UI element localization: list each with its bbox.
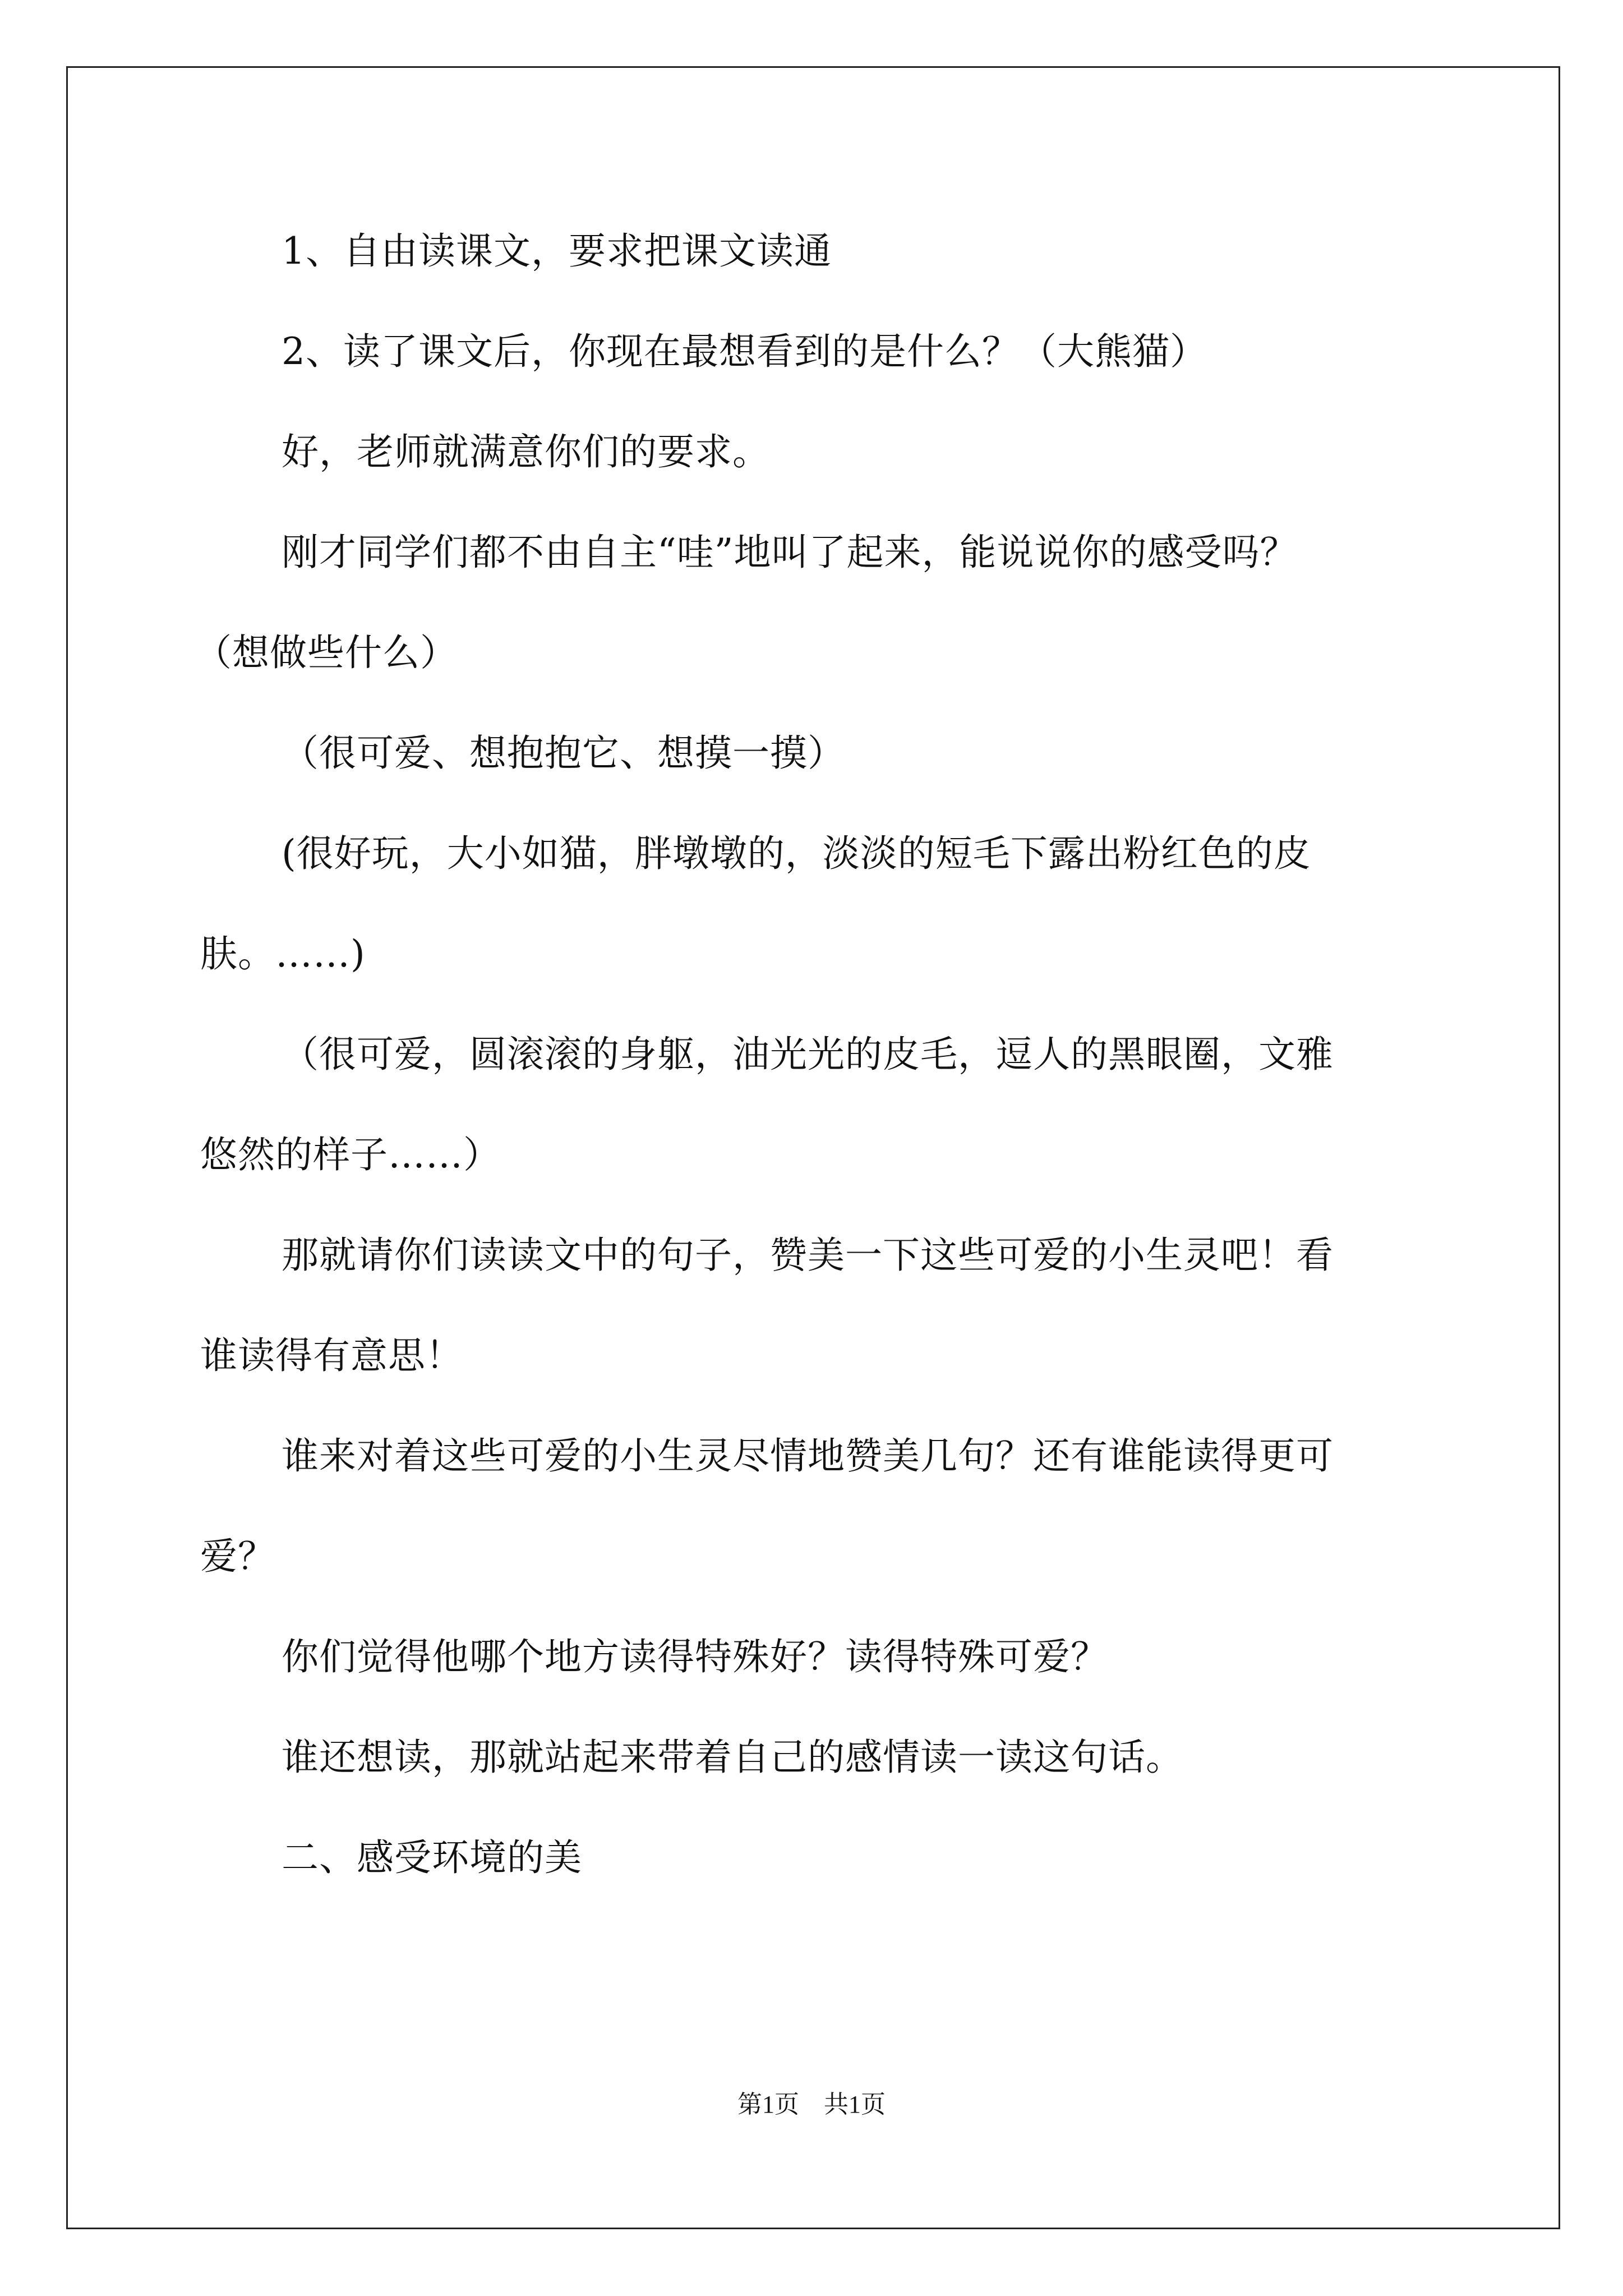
paragraph-line: 2、读了课文后，你现在最想看到的是什么？（大熊猫） xyxy=(282,330,1207,373)
paragraph-line: 谁还想读，那就站起来带着自己的感情读一读这句话。 xyxy=(282,1736,1183,1779)
paragraph-line: （很可爱，圆滚滚的身躯，油光光的皮毛，逗人的黑眼圈，文雅 xyxy=(282,1033,1334,1076)
paragraph-line: （很可爱、想抱抱它、想摸一摸） xyxy=(282,731,845,775)
paragraph-line: 谁读得有意思！ xyxy=(200,1334,463,1377)
paragraph-line: 那就请你们读读文中的句子，赞美一下这些可爱的小生灵吧！看 xyxy=(282,1234,1334,1277)
paragraph-line: 爱？ xyxy=(200,1535,275,1578)
paragraph-line: (很好玩，大小如猫，胖墩墩的，淡淡的短毛下露出粉红色的皮 xyxy=(282,832,1311,875)
paragraph-line: 肤。……) xyxy=(200,932,366,976)
paragraph-line: 1、自由读课文，要求把课文读通 xyxy=(282,229,832,273)
paragraph-line: （想做些什么） xyxy=(195,631,458,674)
page-footer: 第1页 共1页 xyxy=(737,2091,886,2118)
paragraph-line: 谁来对着这些可爱的小生灵尽情地赞美几句？还有谁能读得更可 xyxy=(282,1434,1334,1478)
paragraph-line: 二、感受环境的美 xyxy=(282,1836,582,1879)
paragraph-line: 悠然的样子……） xyxy=(200,1133,501,1176)
paragraph-line: 好，老师就满意你们的要求。 xyxy=(282,430,770,473)
paragraph-line: 刚才同学们都不由自主“哇”地叫了起来，能说说你的感受吗？ xyxy=(282,531,1298,574)
paragraph-line: 你们觉得他哪个地方读得特殊好？读得特殊可爱？ xyxy=(282,1635,1108,1678)
